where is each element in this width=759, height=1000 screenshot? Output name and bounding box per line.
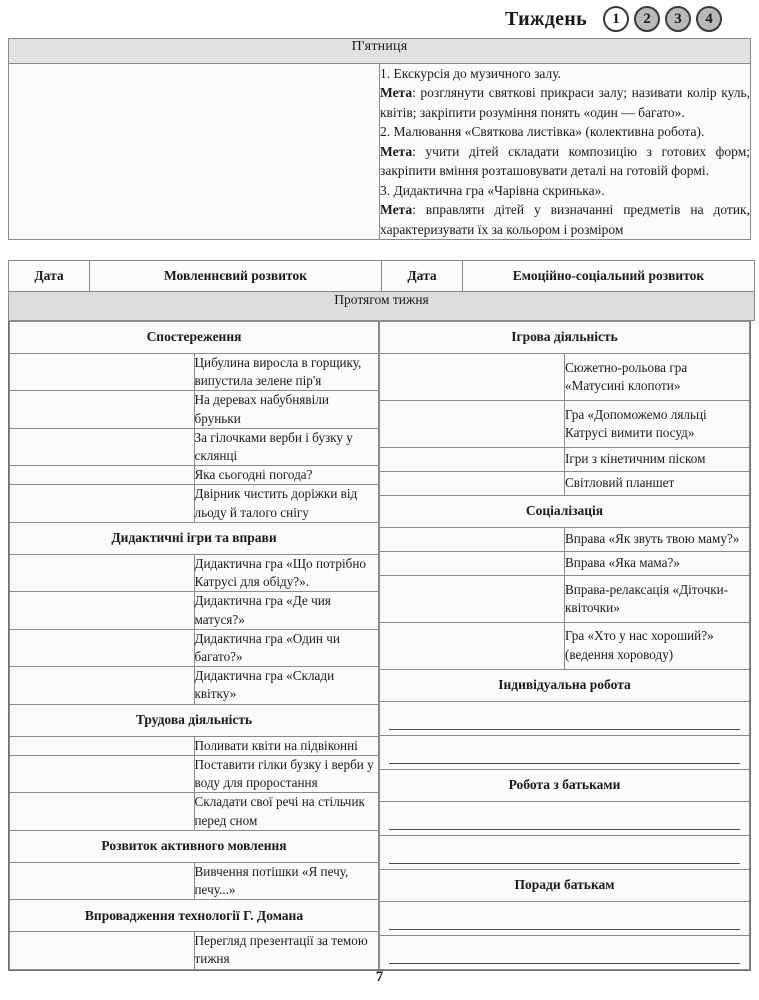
goal-text: : вправляти дітей у визначанні предметів на дотик, характеризувати їх за кольором і розміром [380,202,750,237]
activity-cell: Дидактична гра «Що потрібно Катрусі для обіду?». [194,554,379,591]
day-goal-line [380,142,750,181]
table-row [380,622,750,669]
activity-cell: Вправа-релаксація «Діточки-квіточки» [565,575,750,622]
activity-cell: Поливати квіти на підвіконні [194,736,379,755]
day-date-cell[interactable] [9,64,380,240]
table-row [10,667,379,704]
activity-cell: Поставити гілки бузку і верби у воду для проростання [194,755,379,792]
date-cell[interactable] [10,667,195,704]
table-row [10,862,379,899]
blank-writing-cell[interactable] [380,701,750,735]
week-circle-1[interactable] [603,6,629,32]
week-circle-label: 4 [705,10,713,27]
section-header: Індивідуальна робота [380,669,750,701]
section-header: Робота з батьками [380,769,750,801]
day-header-row [9,39,751,64]
activity-cell: Гра «Допоможемо ляльці Катрусі вимити посуд» [565,400,750,447]
date-cell[interactable] [380,551,565,575]
writing-rule-line [389,863,740,864]
table-row [10,932,379,969]
activity-cell: За гілочками верби і бузку у склянці [194,428,379,465]
blank-row [380,701,750,735]
activity-cell: Цибулина виросла в горщику, випустила зелене пір'я [194,353,379,390]
section-row [380,769,750,801]
date-cell[interactable] [10,793,195,830]
date-cell[interactable] [10,736,195,755]
section-row [10,900,379,932]
emotional-social-column [379,321,750,970]
table-row [10,485,379,522]
activity-cell: Сюжетно-рольова гра «Матусині клопоти» [565,353,750,400]
week-circle-2[interactable] [634,6,660,32]
plan-table-header [8,260,755,321]
activity-cell: На деревах набубнявіли бруньки [194,391,379,428]
day-activity-line: 2. Малювання «Святкова листівка» (колективна робота). [380,124,705,140]
writing-rule-line [389,963,740,964]
date-cell[interactable] [10,592,195,629]
date-cell[interactable] [10,466,195,485]
goal-label: Мета [380,143,413,159]
section-row [380,669,750,701]
page-number: 7 [375,969,384,985]
section-header: Розвиток активного мовлення [10,830,379,862]
week-circle-label: 2 [643,10,651,27]
section-header: Дидактичні ігри та вправи [10,522,379,554]
table-row [380,471,750,495]
day-table [8,38,751,240]
date-cell[interactable] [380,400,565,447]
section-header: Соціалізація [380,495,750,527]
blank-row [380,735,750,769]
plan-band-row [9,291,755,320]
section-header: Спостереження [10,321,379,353]
goal-text: : учити дітей складати композицію з готових форм; закріпити вміння розташовувати деталі на готовій формі. [380,143,750,179]
day-activity-line: 1. Екскурсія до музичного залу. [380,66,562,81]
table-row [380,575,750,622]
section-row [10,704,379,736]
goal-text: : розглянути святкові прикраси залу; називати колір куль, квітів; закріпити розуміння понять «один — багато». [380,85,750,120]
section-row [10,321,379,353]
column-header-emotional: Емоційно-соціальний розвиток [463,260,755,291]
week-circle-label: 1 [612,10,620,27]
activity-cell: Гра «Хто у нас хороший?» (ведення хороводу) [565,622,750,669]
day-goal-line [380,83,750,122]
blank-writing-cell[interactable] [380,835,750,869]
activity-cell: Вивчення потішки «Я печу, печу...» [194,862,379,899]
day-activities-cell [380,64,751,240]
plan-table-body [8,321,751,971]
date-cell[interactable] [380,622,565,669]
table-row [10,793,379,830]
activity-cell: Вправа «Як звуть твою маму?» [565,527,750,551]
activity-cell: Ігри з кінетичним піском [565,447,750,471]
page-title: Тиждень [504,7,587,30]
goal-label: Мета [380,202,413,218]
week-selector [603,6,722,32]
day-goal-line [380,200,750,239]
section-row [380,495,750,527]
week-circle-4[interactable] [696,6,722,32]
writing-rule-line [389,829,740,830]
blank-writing-cell[interactable] [380,801,750,835]
section-row [380,869,750,901]
date-cell[interactable] [380,471,565,495]
activity-cell: Яка сьогодні погода? [194,466,379,485]
blank-writing-cell[interactable] [380,935,750,969]
table-row [380,551,750,575]
week-circle-label: 3 [674,10,682,27]
date-cell[interactable] [10,755,195,792]
table-row [380,527,750,551]
blank-row [380,801,750,835]
table-row [10,353,379,390]
date-cell[interactable] [10,862,195,899]
activity-cell: Дидактична гра «Де чия матуся?» [194,592,379,629]
table-row [10,592,379,629]
date-cell[interactable] [380,447,565,471]
table-row [10,629,379,666]
date-cell[interactable] [10,353,195,390]
date-cell[interactable] [10,485,195,522]
section-row [380,321,750,353]
writing-rule-line [389,729,740,730]
date-cell[interactable] [380,575,565,622]
table-row [10,554,379,591]
band-label: Протягом тижня [9,291,755,320]
goal-label: Мета [380,85,413,101]
table-row [10,736,379,755]
column-header-date-right: Дата [382,260,463,291]
table-row [10,428,379,465]
column-header-speech: Мовленнєвий розвиток [90,260,382,291]
plan-header-row [9,260,755,291]
activity-cell: Складати свої речі на стільчик перед сном [194,793,379,830]
table-row [10,466,379,485]
table-row [10,391,379,428]
blank-row [380,901,750,935]
column-header-date-left: Дата [9,260,90,291]
date-cell[interactable] [380,527,565,551]
section-header: Ігрова діяльність [380,321,750,353]
blank-writing-cell[interactable] [380,735,750,769]
activity-cell: Дидактична гра «Склади квітку» [194,667,379,704]
writing-rule-line [389,929,740,930]
blank-row [380,935,750,969]
week-circle-3[interactable] [665,6,691,32]
table-row [380,400,750,447]
activity-cell: Вправа «Яка мама?» [565,551,750,575]
date-cell[interactable] [10,428,195,465]
section-header: Трудова діяльність [10,704,379,736]
table-row [380,353,750,400]
activity-cell: Перегляд презентації за темою тижня [194,932,379,969]
activity-cell: Дидактична гра «Один чи багато?» [194,629,379,666]
day-content-row [9,64,751,240]
table-row [380,447,750,471]
page-header [0,0,759,38]
blank-row [380,835,750,869]
activity-cell: Світловий планшет [565,471,750,495]
date-cell[interactable] [10,391,195,428]
section-row [10,830,379,862]
speech-development-column [9,321,379,970]
date-cell[interactable] [10,554,195,591]
writing-rule-line [389,763,740,764]
section-header: Впровадження технології Г. Домана [10,900,379,932]
date-cell[interactable] [380,353,565,400]
date-cell[interactable] [10,932,195,969]
date-cell[interactable] [10,629,195,666]
activity-cell: Двірник чистить доріжки від льоду й талого снігу [194,485,379,522]
day-title: П'ятниця [9,39,751,64]
day-activity-line: 3. Дидактична гра «Чарівна скринька». [380,182,605,198]
section-row [10,522,379,554]
blank-writing-cell[interactable] [380,901,750,935]
section-header: Поради батькам [380,869,750,901]
table-row [10,755,379,792]
